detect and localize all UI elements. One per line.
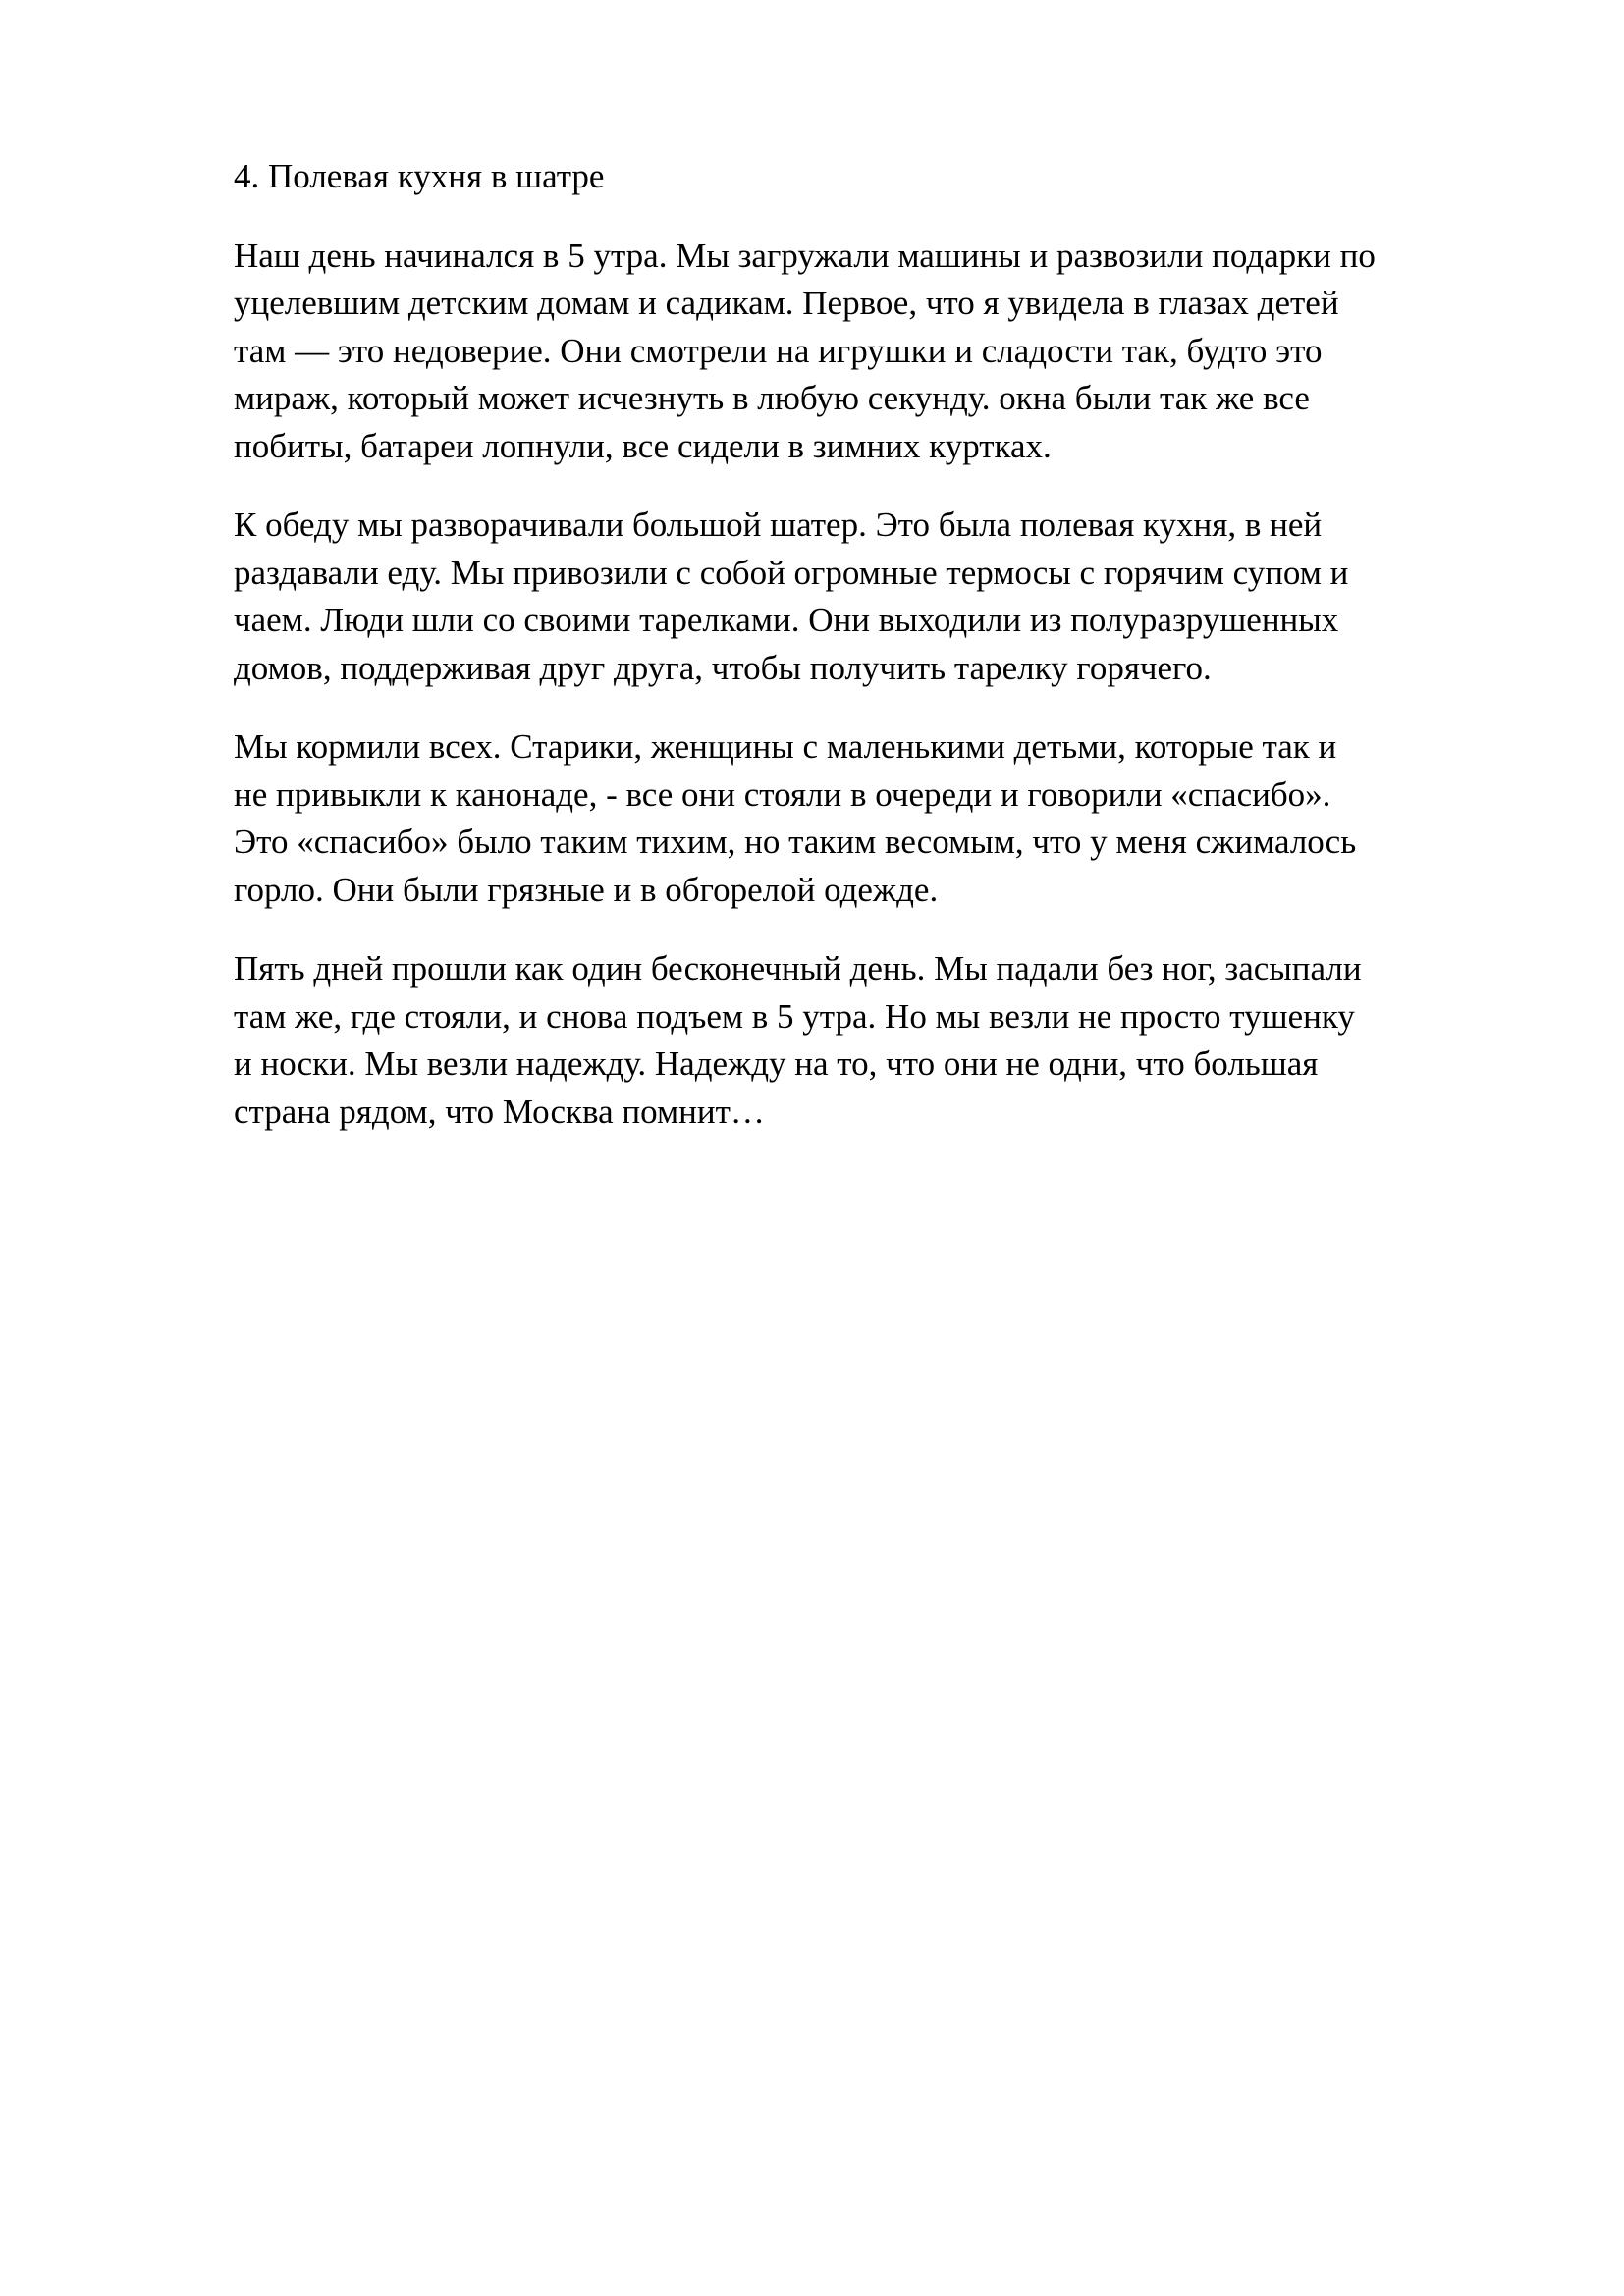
paragraph-4 xyxy=(234,945,1520,1136)
paragraph-line: чаем. Люди шли со своими тарелками. Они выходили из полуразрушенных xyxy=(234,601,1339,639)
paragraph-3 xyxy=(234,723,1520,914)
paragraph-line: К обеду мы разворачивали большой шатер. Это была полевая кухня, в ней xyxy=(234,506,1323,544)
paragraph-2 xyxy=(234,502,1520,692)
paragraph-line: раздавали еду. Мы привозили с собой огромные термосы с горячим супом и xyxy=(234,553,1349,592)
paragraph-line: не привыкли к канонаде, - все они стояли в очереди и говорили «спасибо». xyxy=(234,774,1331,814)
paragraph-line: там — это недоверие. Они смотрели на игрушки и сладости так, будто это xyxy=(234,331,1323,370)
paragraph-line: горло. Они были грязные и в обгорелой одежде. xyxy=(234,870,939,909)
paragraph-line: мираж, который может исчезнуть в любую секунду. окна были так же все xyxy=(234,379,1310,417)
paragraph-line: Это «спасибо» было таким тихим, но таким весомым, что у меня сжималось xyxy=(234,823,1357,861)
section-heading: 4. Полевая кухня в шатре xyxy=(234,157,605,195)
paragraph-line: Пять дней прошли как один бесконечный день. Мы падали без ног, засыпали xyxy=(234,949,1362,988)
paragraph-1 xyxy=(234,233,1520,471)
paragraph-line: и носки. Мы везли надежду. Надежду на то, что они не одни, что большая xyxy=(234,1044,1319,1083)
paragraph-line: Наш день начинался в 5 утра. Мы загружали машины и развозили подарки по xyxy=(234,236,1376,275)
paragraph-line: уцелевшим детским домам и садикам. Первое, что я увидела в глазах детей xyxy=(234,284,1339,322)
paragraph-line: Мы кормили всех. Старики, женщины с маленькими детьми, которые так и xyxy=(234,727,1337,766)
paragraph-line: там же, где стояли, и снова подъем в 5 утра. Но мы везли не просто тушенку xyxy=(234,996,1355,1036)
paragraph-line: побиты, батареи лопнули, все сидели в зимних куртках. xyxy=(234,426,1052,465)
paragraph-line: домов, поддерживая друг друга, чтобы получить тарелку горячего. xyxy=(234,648,1212,687)
paragraph-line: страна рядом, что Москва помнит… xyxy=(234,1092,765,1131)
document-body xyxy=(234,153,1520,1167)
